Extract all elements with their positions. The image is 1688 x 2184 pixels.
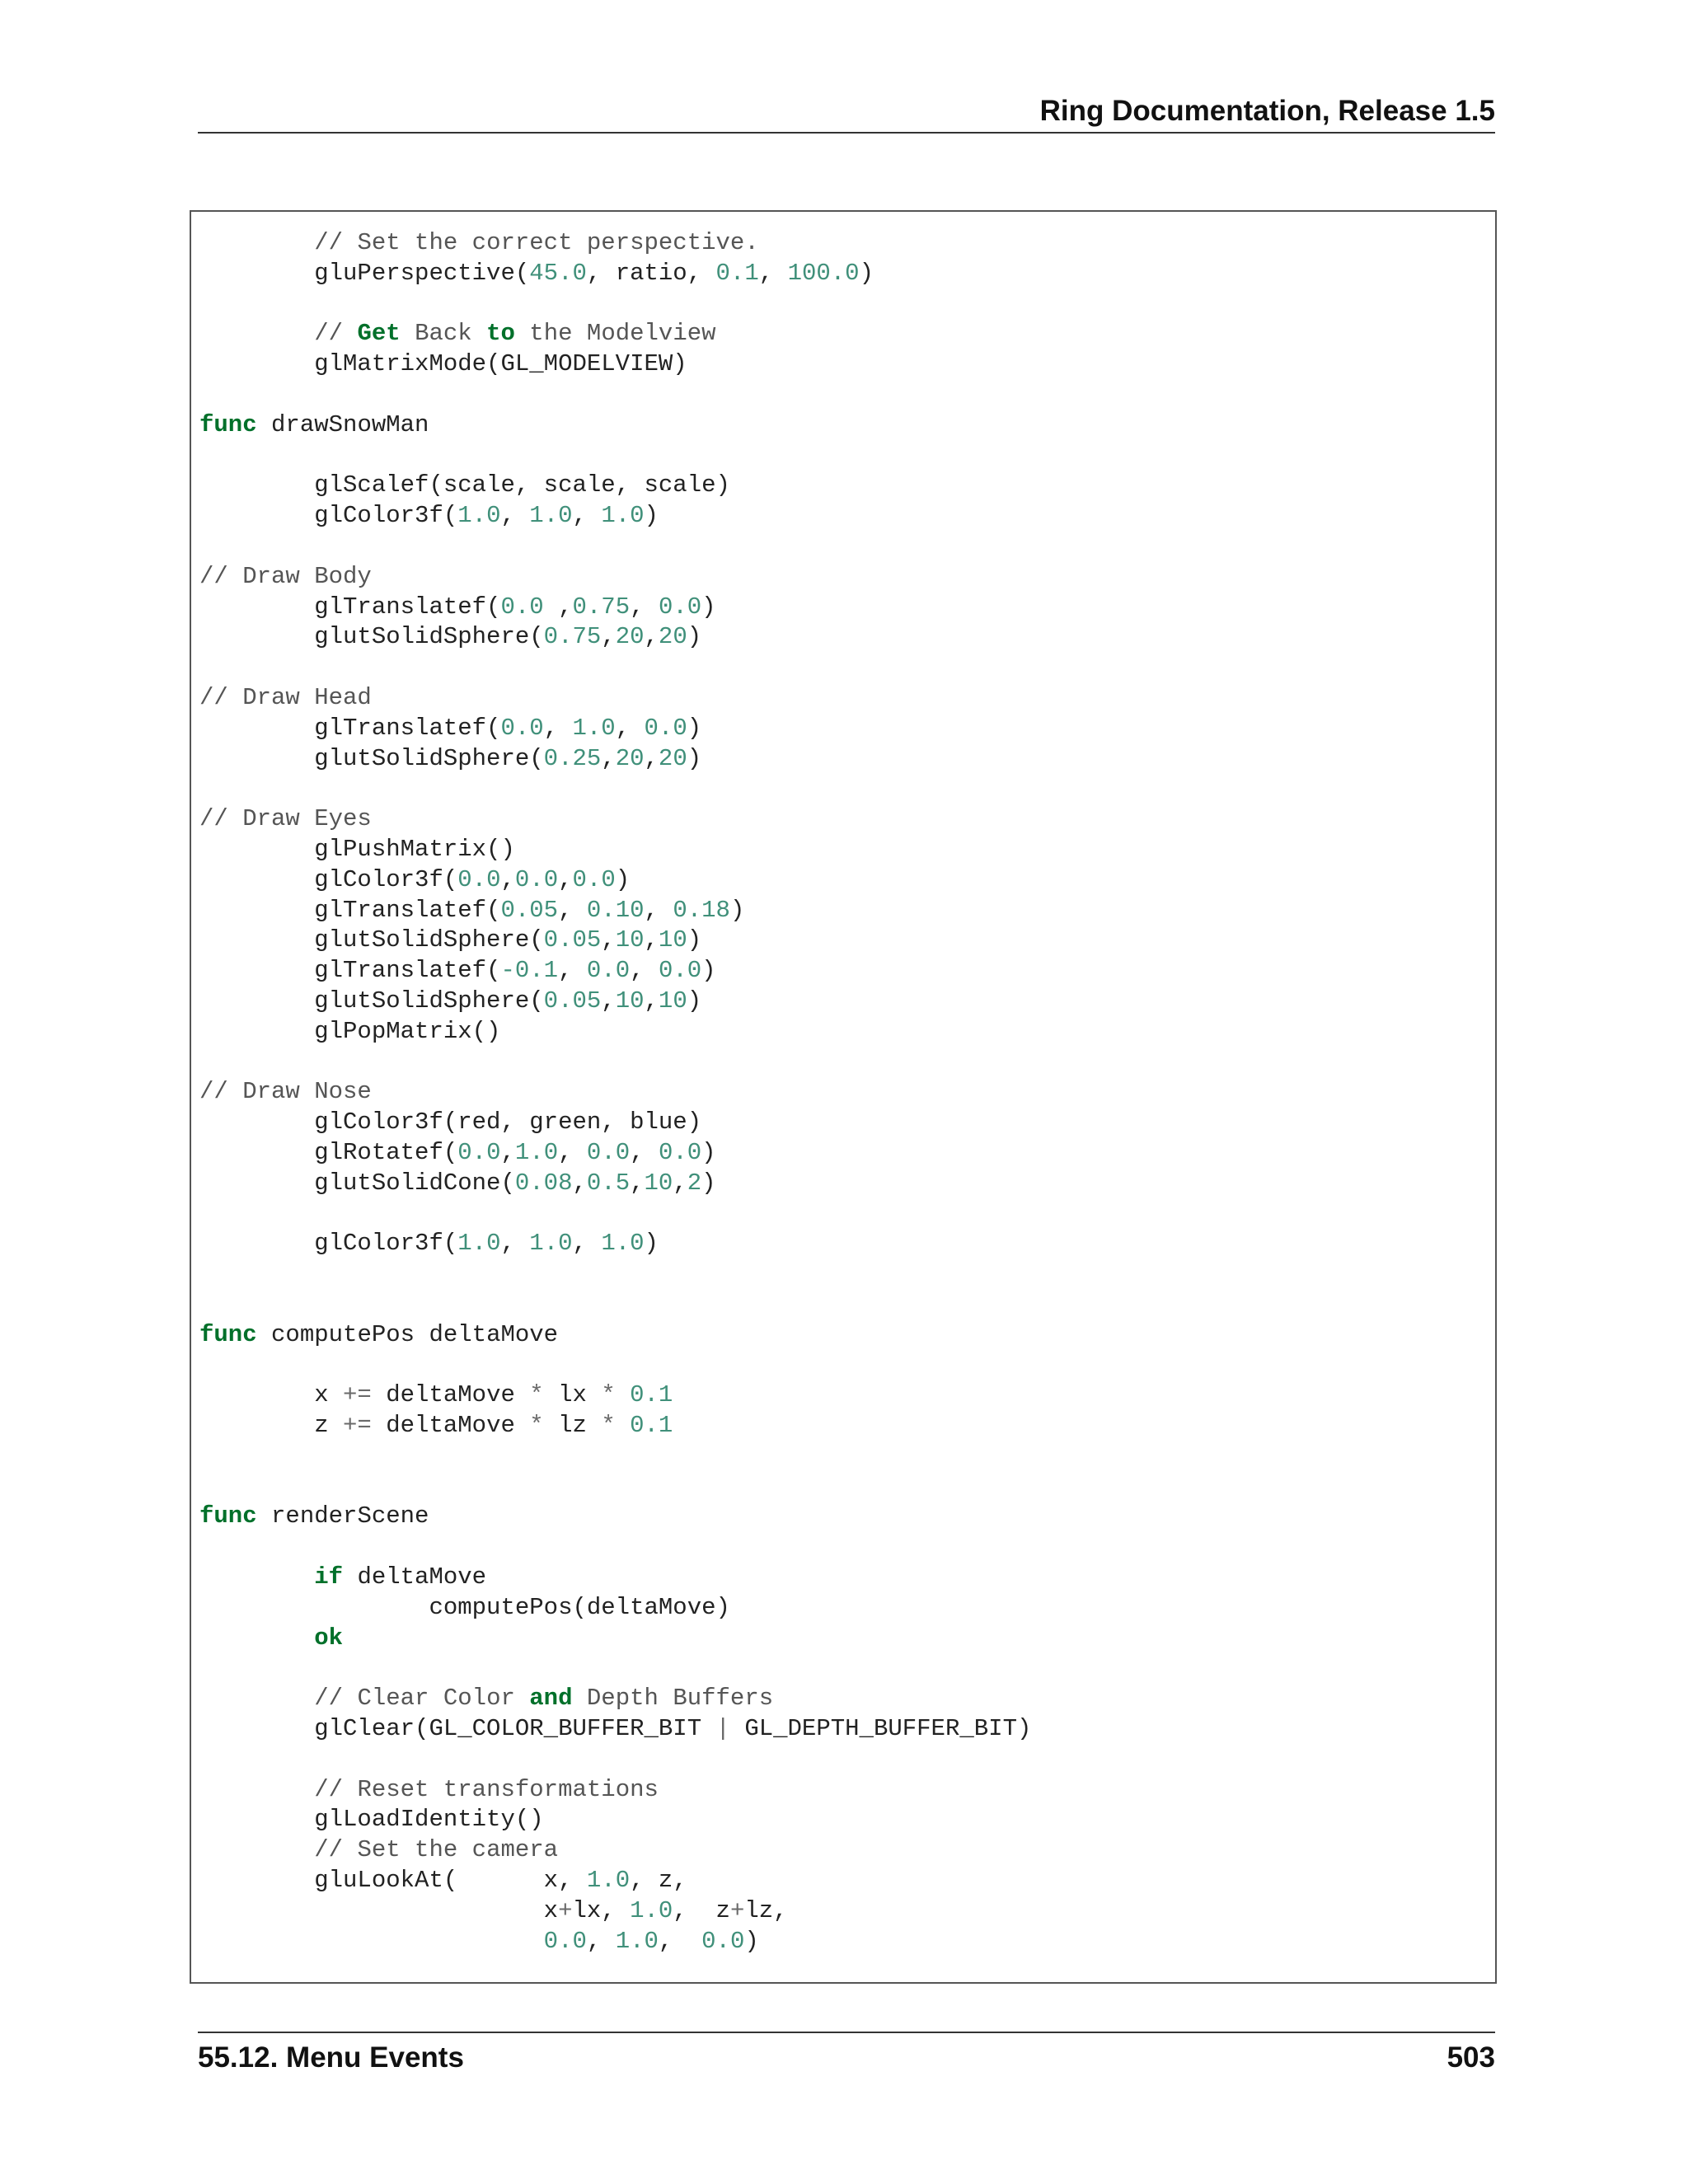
code-token: , <box>586 1927 616 1955</box>
code-line <box>199 410 1031 441</box>
code-token: 1.0 <box>457 502 501 530</box>
code-line <box>199 1169 1031 1199</box>
code-token <box>199 229 314 256</box>
code-token: func <box>199 1320 257 1348</box>
code-token: the Modelview <box>514 320 716 348</box>
code-token: lz, <box>744 1896 788 1924</box>
code-line <box>199 349 1031 380</box>
code-line <box>199 1866 1031 1896</box>
code-token: glLoadIdentity() <box>199 1806 544 1834</box>
code-token: , <box>644 926 659 954</box>
page-footer <box>198 2032 1495 2083</box>
code-token: += <box>343 1412 372 1440</box>
code-token: , <box>558 1138 587 1166</box>
code-line <box>199 804 1031 835</box>
code-token: 0.75 <box>572 593 631 621</box>
code-token: 0.5 <box>586 1169 631 1197</box>
code-token: x <box>199 1381 344 1409</box>
code-token: glScalef(scale, scale, scale) <box>199 471 730 499</box>
code-line <box>199 683 1031 714</box>
code-token: if <box>314 1563 344 1591</box>
code-token: ) <box>687 987 702 1015</box>
code-token: , <box>601 987 616 1015</box>
code-line <box>199 1805 1031 1835</box>
code-token: 20 <box>615 744 645 772</box>
code-token: glTranslatef( <box>199 714 501 742</box>
code-token: 0.05 <box>500 896 559 924</box>
code-block <box>190 210 1497 1984</box>
code-token: glColor3f( <box>199 502 458 530</box>
code-line <box>199 1350 1031 1380</box>
code-token: 0.18 <box>673 896 730 924</box>
code-token: // Set the correct perspective. <box>314 229 759 256</box>
section-title: 55.12. Menu Events <box>198 2041 464 2074</box>
code-token: lx, <box>572 1896 631 1924</box>
code-line <box>199 1259 1031 1290</box>
code-line <box>199 1229 1031 1259</box>
code-token: 0.10 <box>586 896 645 924</box>
code-token: 1.0 <box>529 1230 573 1258</box>
code-line <box>199 987 1031 1017</box>
code-line <box>199 380 1031 410</box>
code-line <box>199 896 1031 926</box>
code-token: // Draw Body <box>199 562 372 590</box>
code-line <box>199 1502 1031 1532</box>
code-token: * <box>601 1381 616 1409</box>
code-token: glutSolidSphere( <box>199 623 544 651</box>
code-token: ok <box>314 1624 344 1652</box>
code-token: 0.0 <box>543 1927 587 1955</box>
code-token: ) <box>687 744 702 772</box>
code-token: glTranslatef( <box>199 957 501 985</box>
code-token: 0.25 <box>543 744 602 772</box>
code-line <box>199 532 1031 562</box>
code-token: glColor3f(red, green, blue) <box>199 1108 702 1137</box>
code-token: 0.1 <box>630 1381 673 1409</box>
code-token: 1.0 <box>615 1927 659 1955</box>
code-token: glMatrixMode(GL_MODELVIEW) <box>199 350 687 378</box>
code-listing <box>199 228 1031 1957</box>
code-token: glClear(GL_COLOR_BUFFER_BIT <box>199 1715 716 1743</box>
code-token: 10 <box>644 1169 673 1197</box>
code-token: // Draw Eyes <box>199 805 372 833</box>
code-token: lz <box>543 1412 602 1440</box>
code-token: ) <box>644 502 659 530</box>
code-line <box>199 1017 1031 1047</box>
code-line <box>199 1532 1031 1563</box>
document-title: Ring Documentation, Release 1.5 <box>1039 95 1495 127</box>
code-token: * <box>529 1381 544 1409</box>
code-token: , <box>558 957 587 985</box>
code-token: + <box>729 1896 745 1924</box>
code-token: 0.0 <box>572 865 616 893</box>
code-token <box>199 1563 314 1591</box>
code-token: , <box>572 502 602 530</box>
code-token: glutSolidCone( <box>199 1169 515 1197</box>
code-token: 2 <box>687 1169 702 1197</box>
code-token: 1.0 <box>457 1230 501 1258</box>
code-token: 0.05 <box>543 926 602 954</box>
code-token: 1.0 <box>586 1867 631 1895</box>
code-token: computePos deltaMove <box>256 1320 559 1348</box>
code-token: , ratio, <box>586 259 716 287</box>
code-line <box>199 1077 1031 1108</box>
code-token: 0.0 <box>500 593 544 621</box>
code-token: z <box>199 1412 344 1440</box>
code-line <box>199 593 1031 623</box>
code-token: 0.0 <box>457 865 501 893</box>
code-token: , <box>601 926 616 954</box>
code-token: -0.1 <box>500 957 559 985</box>
code-token: glRotatef( <box>199 1138 458 1166</box>
code-token: 20 <box>658 744 687 772</box>
code-token: , <box>572 1169 587 1197</box>
code-line <box>199 562 1031 593</box>
code-token: , <box>658 1927 702 1955</box>
code-line <box>199 1472 1031 1502</box>
code-token: glutSolidSphere( <box>199 744 544 772</box>
code-token <box>199 1836 314 1863</box>
code-line <box>199 1290 1031 1320</box>
code-token: , <box>500 502 530 530</box>
code-token: gluPerspective( <box>199 259 530 287</box>
page-number: 503 <box>1447 2041 1495 2074</box>
code-token: glTranslatef( <box>199 593 501 621</box>
code-token: ) <box>687 926 702 954</box>
code-line <box>199 1927 1031 1957</box>
code-token: 0.0 <box>586 1138 631 1166</box>
code-token: lx <box>543 1381 602 1409</box>
code-token: 1.0 <box>572 714 616 742</box>
code-line <box>199 1896 1031 1927</box>
code-line <box>199 441 1031 471</box>
code-token: += <box>343 1381 372 1409</box>
code-token <box>199 320 314 347</box>
code-token: + <box>558 1896 573 1924</box>
code-token: // Reset transformations <box>314 1775 659 1803</box>
code-token: glutSolidSphere( <box>199 987 544 1015</box>
code-token: 0.0 <box>457 1138 501 1166</box>
code-token: renderScene <box>256 1502 429 1530</box>
code-token: , <box>644 987 659 1015</box>
code-line <box>199 319 1031 349</box>
code-token: , <box>558 896 587 924</box>
code-token: // Draw Head <box>199 683 372 711</box>
code-line <box>199 501 1031 532</box>
code-token: glColor3f( <box>199 1230 458 1258</box>
code-token: , <box>558 865 573 893</box>
code-token <box>199 1928 544 1955</box>
code-line <box>199 774 1031 804</box>
code-line <box>199 622 1031 653</box>
code-token: 0.0 <box>500 714 544 742</box>
code-token: 0.1 <box>715 259 759 287</box>
code-line <box>199 1745 1031 1775</box>
code-token: * <box>529 1412 544 1440</box>
code-line <box>199 1108 1031 1138</box>
code-token: Get <box>357 320 401 348</box>
code-token: // <box>314 320 358 348</box>
code-token: ) <box>701 1169 716 1197</box>
code-token: , <box>758 259 788 287</box>
code-token: gluLookAt( x, <box>199 1867 587 1895</box>
code-token: ) <box>701 957 716 985</box>
code-token: ) <box>644 1230 659 1258</box>
code-token: GL_DEPTH_BUFFER_BIT) <box>729 1715 1032 1743</box>
code-token: 1.0 <box>601 502 645 530</box>
code-line <box>199 1380 1031 1411</box>
code-line <box>199 744 1031 775</box>
code-token: , <box>630 957 659 985</box>
code-token: , <box>500 865 515 893</box>
code-token: computePos(deltaMove) <box>199 1593 730 1621</box>
code-token: , <box>630 593 659 621</box>
code-line <box>199 289 1031 320</box>
code-token: , <box>601 744 616 772</box>
code-line <box>199 1138 1031 1169</box>
code-token: 0.0 <box>586 957 631 985</box>
code-token: 0.05 <box>543 987 602 1015</box>
code-line <box>199 1199 1031 1230</box>
code-line <box>199 1441 1031 1472</box>
code-token: 0.0 <box>658 593 702 621</box>
code-line <box>199 228 1031 259</box>
code-token: 100.0 <box>787 259 860 287</box>
code-line <box>199 259 1031 289</box>
code-token: , <box>500 1138 515 1166</box>
code-line <box>199 1653 1031 1684</box>
code-token: , <box>543 593 573 621</box>
code-token: drawSnowMan <box>256 410 429 438</box>
code-token: glutSolidSphere( <box>199 926 544 954</box>
code-token: * <box>601 1412 616 1440</box>
code-token: , <box>644 623 659 651</box>
code-token: ) <box>687 714 702 742</box>
code-token: 1.0 <box>630 1896 673 1924</box>
code-token: , <box>673 1169 687 1197</box>
code-token: Back <box>400 320 487 348</box>
code-line <box>199 1047 1031 1078</box>
code-token: 45.0 <box>529 259 587 287</box>
code-token: // Clear Color <box>314 1685 530 1713</box>
code-token: ) <box>744 1927 759 1955</box>
code-line <box>199 835 1031 865</box>
code-token: 20 <box>615 623 645 651</box>
code-token: 1.0 <box>601 1230 645 1258</box>
code-token: glColor3f( <box>199 865 458 893</box>
code-line <box>199 956 1031 987</box>
code-token: ) <box>701 593 716 621</box>
code-token <box>199 1624 314 1652</box>
code-token: glTranslatef( <box>199 896 501 924</box>
code-token: , <box>500 1230 530 1258</box>
code-token: func <box>199 410 257 438</box>
code-token: , <box>615 714 645 742</box>
code-token: 0.75 <box>543 623 602 651</box>
code-token: 0.0 <box>514 865 559 893</box>
code-token: , <box>572 1230 602 1258</box>
code-token: glPushMatrix() <box>199 835 515 863</box>
code-token: 0.0 <box>658 1138 702 1166</box>
code-token: x <box>199 1896 559 1924</box>
code-token <box>199 1776 314 1803</box>
code-line <box>199 653 1031 683</box>
code-token: 10 <box>658 926 687 954</box>
code-token: , z <box>673 1896 730 1924</box>
code-token: , <box>543 714 573 742</box>
code-token: 20 <box>658 623 687 651</box>
page-header <box>198 91 1495 134</box>
code-token: 10 <box>615 926 645 954</box>
code-line <box>199 1593 1031 1624</box>
code-line <box>199 1411 1031 1441</box>
code-token: ) <box>729 896 745 924</box>
code-line <box>199 1320 1031 1351</box>
code-token: | <box>715 1715 730 1743</box>
code-token: ) <box>615 865 631 893</box>
code-line <box>199 1835 1031 1866</box>
code-line <box>199 714 1031 744</box>
code-line <box>199 926 1031 956</box>
code-token: 0.0 <box>658 957 702 985</box>
code-token: , z, <box>630 1867 687 1895</box>
code-line <box>199 1775 1031 1806</box>
code-token: ) <box>859 259 874 287</box>
code-line <box>199 1684 1031 1714</box>
code-token <box>616 1412 630 1439</box>
code-token: 0.0 <box>644 714 687 742</box>
code-token: ) <box>701 1138 716 1166</box>
code-line <box>199 865 1031 896</box>
code-token: // Set the camera <box>314 1836 559 1864</box>
code-token: , <box>601 623 616 651</box>
code-line <box>199 1624 1031 1654</box>
code-token: 0.0 <box>701 1927 745 1955</box>
code-token: 0.1 <box>630 1412 673 1440</box>
code-token: deltaMove <box>343 1563 487 1591</box>
code-token: deltaMove <box>371 1381 530 1409</box>
code-line <box>199 1714 1031 1745</box>
code-token: 0.08 <box>514 1169 573 1197</box>
code-token: 1.0 <box>529 502 573 530</box>
code-token: glPopMatrix() <box>199 1017 501 1045</box>
code-token: deltaMove <box>371 1412 530 1440</box>
code-token: to <box>486 320 515 348</box>
code-line <box>199 471 1031 501</box>
code-token <box>616 1381 630 1408</box>
code-token: 1.0 <box>514 1138 559 1166</box>
code-token: , <box>630 1169 645 1197</box>
code-token: ) <box>687 623 702 651</box>
code-line <box>199 1563 1031 1593</box>
code-token: 10 <box>615 987 645 1015</box>
code-token: Depth Buffers <box>572 1685 774 1713</box>
code-token: func <box>199 1502 257 1530</box>
code-token <box>199 1685 314 1712</box>
code-token: , <box>644 744 659 772</box>
code-token: // Draw Nose <box>199 1078 372 1106</box>
code-token: , <box>630 1138 659 1166</box>
code-token: , <box>644 896 673 924</box>
code-token: 10 <box>658 987 687 1015</box>
code-token: and <box>529 1685 573 1713</box>
